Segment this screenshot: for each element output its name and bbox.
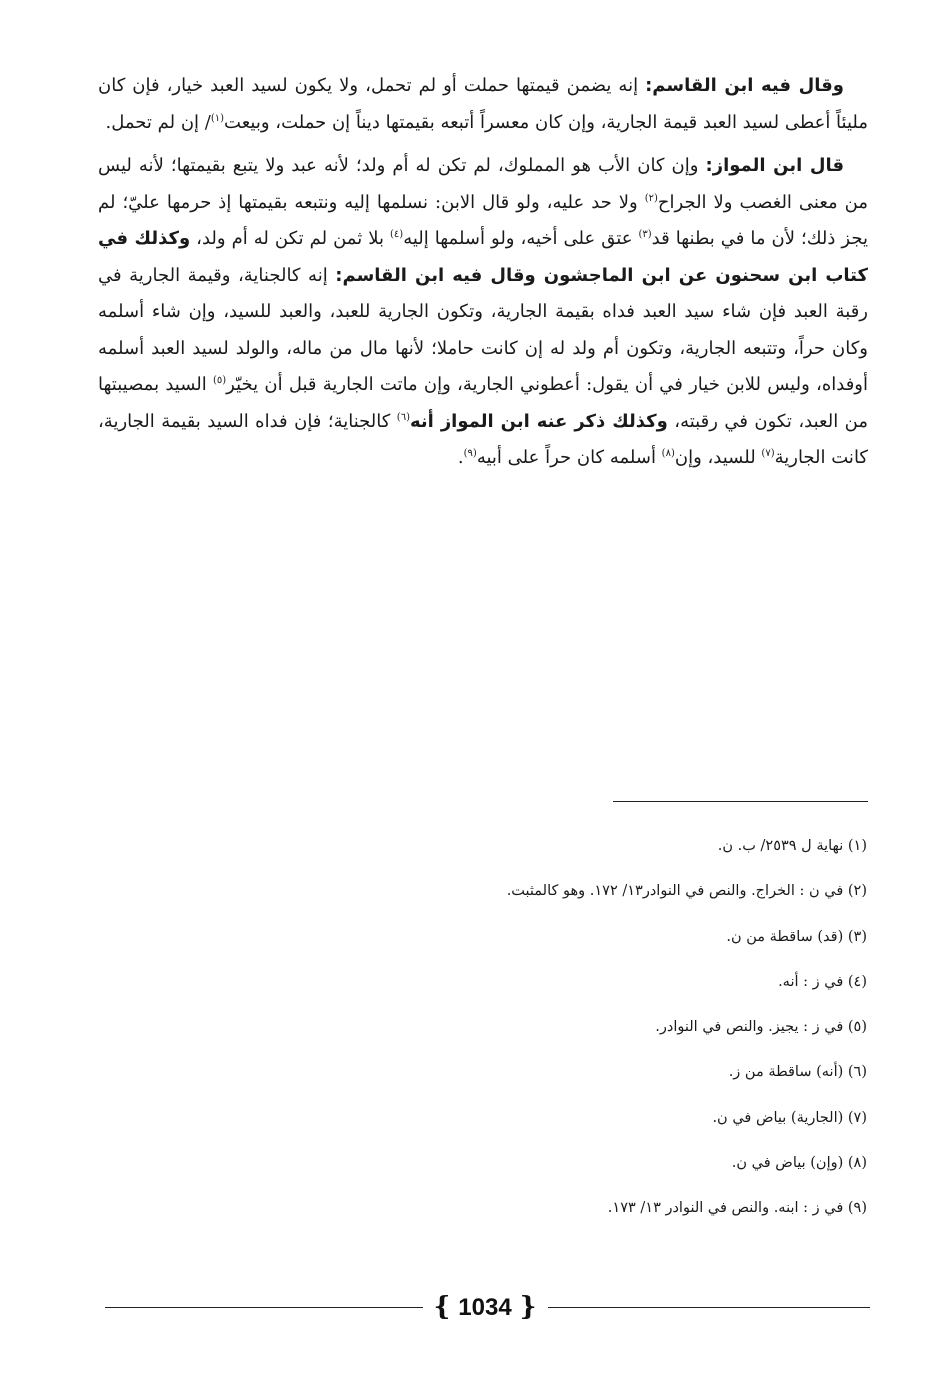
paragraph-2-text: كالجناية؛ فإن فداه السيد بقيمة الجارية، كانت الجارية (98, 410, 868, 468)
paragraph-2-text: السيد بمصيبتها من العبد، تكون في رقبته، (98, 374, 868, 432)
footnote-8: (٨) (وإن) بياض في ن. (731, 1155, 867, 1172)
footnote-ref-8[interactable]: (٨) (661, 448, 675, 459)
paragraph-2-text: بلا ثمن لم تكن له أم ولد، (190, 228, 390, 249)
footnote-ref-9[interactable]: (٩) (463, 448, 477, 459)
footnote-6: (٦) (أنه) ساقطة من ز. (728, 1064, 867, 1081)
footnote-ref-6[interactable]: (٦) (396, 411, 410, 423)
page-footer (105, 1287, 870, 1327)
paragraph-1 (98, 68, 868, 141)
footnote-2: (٢) في ن : الخراج. والنص في النوادر١٣/ ١٧٢. وهو كالمثبت. (506, 883, 867, 900)
footnote-ref-1[interactable]: (١) (210, 112, 225, 124)
page-number-close-brace: } (519, 1292, 537, 1322)
footer-rule-left (105, 1307, 423, 1308)
paragraph-1-text: إنه يضمن قيمتها حملت أو لم تحمل، ولا يكون لسيد العبد خيار، فإن كان مليئاً أعطى لسيد العبد قيمة الجارية، وإن كان معسراً أتبعه بقيمتها ديناً إن حملت، وبيعت (98, 75, 868, 133)
footnote-separator (613, 801, 868, 802)
footer-rule-right (548, 1307, 870, 1308)
page-number-open-brace: { (433, 1292, 451, 1322)
footnote-5: (٥) في ز : يجيز. والنص في النوادر. (655, 1019, 867, 1036)
footnote-ref-7[interactable]: (٧) (761, 448, 775, 459)
paragraph-2-text: عتق على أخيه، ولو أسلمها إليه (403, 228, 639, 249)
page-number (423, 1287, 547, 1327)
page-number-value: 1034 (458, 1294, 512, 1321)
footnote-4: (٤) في ز : أنه. (778, 973, 867, 990)
footnote-7: (٧) (الجارية) بياض في ن. (712, 1109, 867, 1126)
paragraph-2-text: أسلمه كان حراً على أبيه (476, 447, 662, 468)
footnote-ref-2[interactable]: (٢) (644, 192, 658, 204)
footnote-ref-3[interactable]: (٣) (638, 229, 652, 240)
main-text (98, 68, 868, 484)
paragraph-2-bold-citation: وكذلك ذكر عنه ابن المواز أنه (409, 410, 668, 432)
paragraph-2-bold-citation: وكذلك في كتاب ابن سحنون عن ابن الماجشون وقال فيه ابن القاسم: (98, 228, 868, 286)
paragraph-2-text: ولا حد عليه، ولو قال الابن: نسلمها إليه ونتبعه بقيمتها إذ حرمها عليّ؛ لم يجز ذلك؛ لأن ما في بطنها قد (98, 191, 868, 249)
footnote-ref-4[interactable]: (٤) (390, 229, 404, 240)
paragraph-2-text-end: . (457, 447, 464, 468)
paragraph-2-lead: قال ابن المواز: (705, 155, 844, 176)
footnotes-list (87, 826, 867, 1234)
footnote-ref-5[interactable]: (٥) (212, 375, 227, 386)
paragraph-2-text: إنه كالجناية، وقيمة الجارية في رقبة العبد فإن شاء سيد العبد فداه بقيمة الجارية، وتكون الجارية للعبد، والعبد للسيد، وإن شاء أسلمه وكان حراً، وتتبعه الجارية، وتكون أم ولد له إن كانت حاملا؛ لأنها مال من ماله، والولد لسيد العبد أسلمه أوفداه، وليس للابن خيار في أن يقول: أعطوني الجارية، وإن ماتت الجارية قبل أن يخيّر (98, 264, 869, 395)
paragraph-2-text: للسيد، وإن (674, 447, 762, 468)
paragraph-1-lead: وقال فيه ابن القاسم: (645, 75, 844, 96)
footnote-1: (١) نهاية ل ٢٥٣٩/ ب. ن. (717, 838, 867, 854)
paragraph-1-text-end: / إن لم تحمل. (105, 111, 211, 133)
paragraph-2-text: وإن كان الأب هو المملوك، لم تكن له أم ولد؛ لأنه عبد ولا يتبع بقيمتها؛ لأنه ليس من معنى الغصب ولا الجراح (98, 155, 868, 213)
footnote-3: (٣) (قد) ساقطة من ن. (726, 928, 867, 945)
paragraph-2 (98, 148, 868, 477)
footnote-9: (٩) في ز : ابنه. والنص في النوادر ١٣/ ١٧٣. (607, 1200, 867, 1217)
